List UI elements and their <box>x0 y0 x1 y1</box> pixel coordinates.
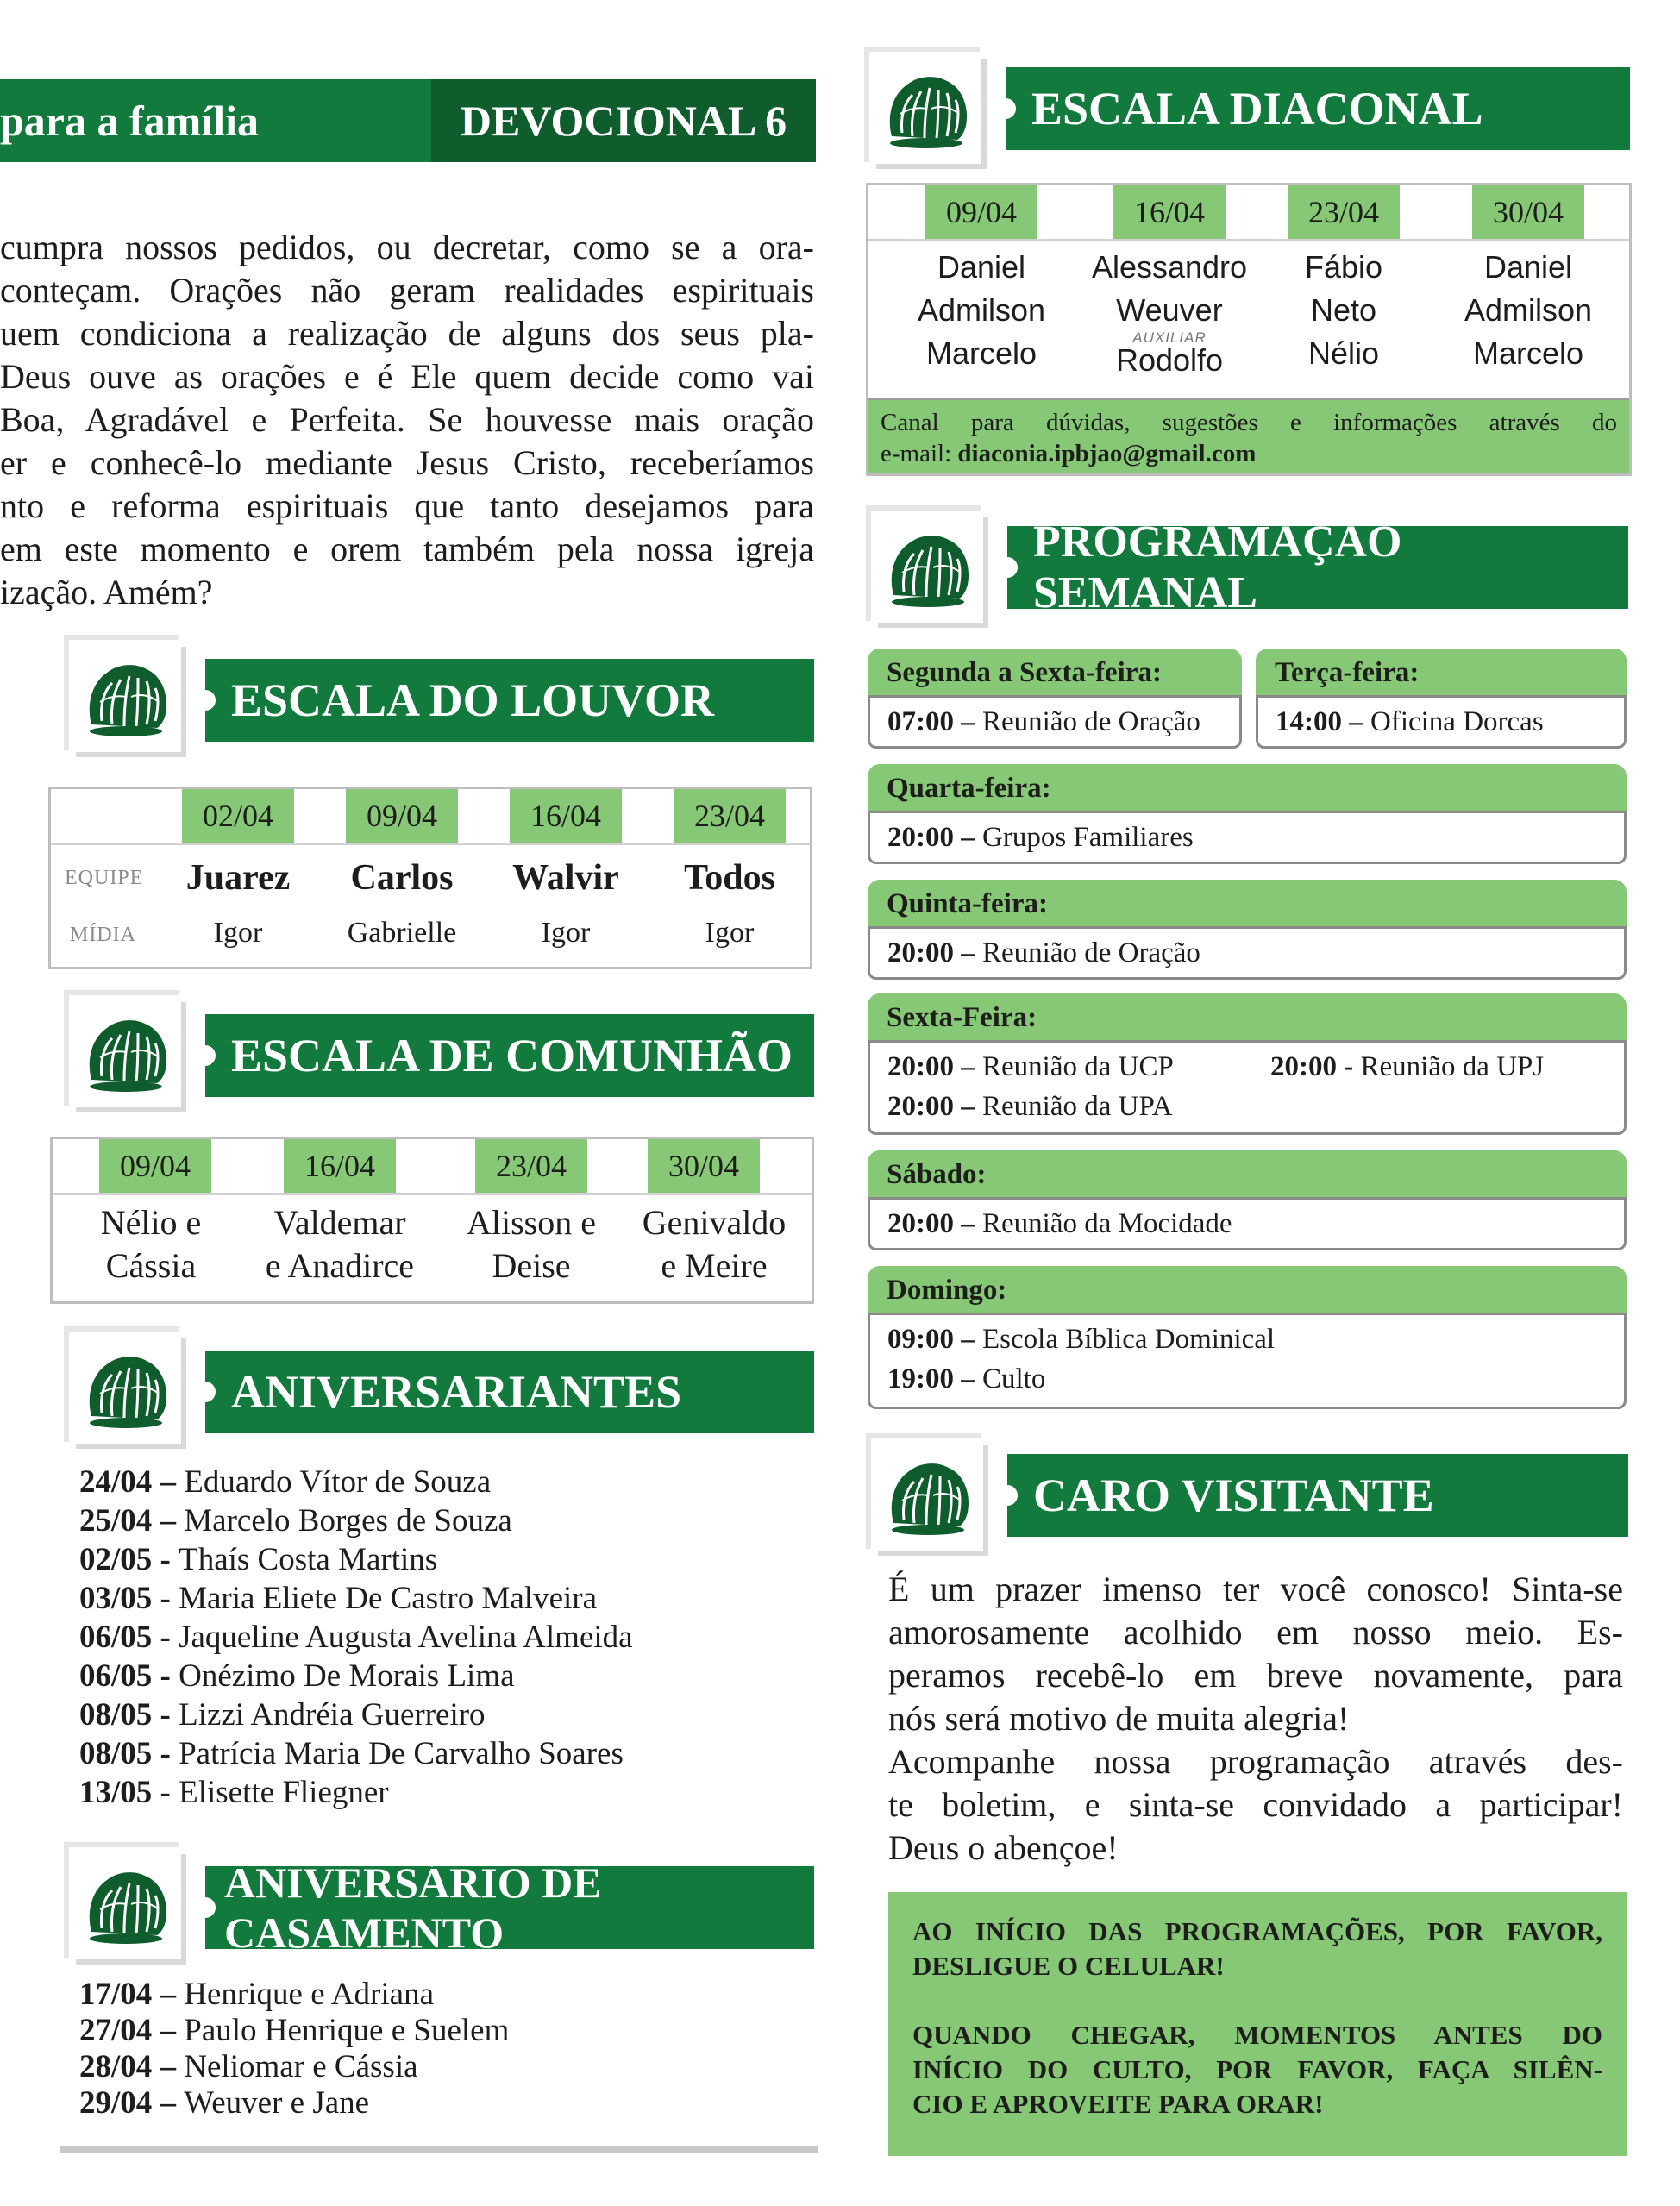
aniversariantes-title-text: ANIVERSARIANTES <box>231 1366 682 1418</box>
list-item: 08/05 - Patrícia Maria De Carvalho Soares <box>79 1736 624 1771</box>
list-item: 06/05 - Jaqueline Augusta Avelina Almeida <box>79 1620 633 1655</box>
diaconal-column <box>1429 246 1627 375</box>
header-left-title: para a família <box>0 97 259 145</box>
prog-event: 20:00 – Reunião da UCP <box>887 1051 1174 1082</box>
list-item: 08/05 - Lizzi Andréia Guerreiro <box>79 1697 486 1733</box>
louvor-midia-name: Gabrielle <box>347 917 457 949</box>
prog-body-quarta <box>868 811 1627 864</box>
prog-day-quinta: Quinta-feira: <box>868 880 1627 928</box>
aniversariantes-logo <box>71 1333 181 1444</box>
aniversariantes-list <box>79 1463 633 1812</box>
comunhao-date: 09/04 <box>99 1139 211 1193</box>
casamento-list <box>79 1977 509 2121</box>
visitante-notice-box <box>888 1892 1627 2156</box>
diaconal-contact-box <box>868 398 1629 473</box>
diaconal-contact-text: Canal para dúvidas, sugestões e informações através do <box>881 409 1617 436</box>
diaconal-name: Marcelo <box>1472 335 1584 371</box>
comunhao-names <box>65 1201 237 1288</box>
list-item: 03/05 - Maria Eliete De Castro Malveira <box>79 1581 598 1616</box>
church-bush-logo-icon <box>881 1452 975 1539</box>
visitante-logo <box>873 1440 983 1551</box>
diaconal-contact-email-line: e-mail: diaconia.ipbjao@gmail.com <box>881 440 1257 467</box>
header-left-bar <box>0 79 431 162</box>
church-bush-logo-icon <box>78 654 173 740</box>
prog-body-sexta <box>868 1040 1627 1135</box>
prog-day-sabado: Sábado: <box>868 1150 1627 1199</box>
diaconal-name: Admilson <box>1464 292 1593 328</box>
diaconal-title-text: ESCALA DIACONAL <box>1031 83 1483 135</box>
devotional-line: em este momento e orem também pela nossa igreja <box>0 530 814 568</box>
diaconal-name: Admilson <box>917 292 1046 328</box>
diaconal-name: Daniel <box>937 249 1026 285</box>
church-bush-logo-icon <box>78 1345 173 1432</box>
devotional-line: ização. Amém? <box>0 573 213 611</box>
devotional-line: cumpra nossos pedidos, ou decretar, como se a ora- <box>0 228 814 266</box>
diaconal-column <box>1265 246 1422 375</box>
diaconal-name: Weuver <box>1116 292 1223 328</box>
diaconal-column <box>1075 246 1263 377</box>
visitante-line: Acompanhe nossa programação através des- <box>888 1742 1623 1781</box>
list-item: 13/05 - Elisette Fliegner <box>79 1775 389 1810</box>
louvor-date: 02/04 <box>182 789 294 843</box>
programacao-title-text: PROGRAMAÇÃO SEMANAL <box>1033 517 1402 617</box>
church-bush-logo-icon <box>78 1009 173 1095</box>
row-label-midia: MÍDIA <box>70 924 136 946</box>
visitante-line: amorosamente acolhido em nosso meio. Es- <box>888 1613 1623 1651</box>
row-label-equipe: EQUIPE <box>65 867 144 889</box>
comunhao-names <box>442 1201 620 1288</box>
visitante-line: te boletim, e sinta-se convidado a participar! <box>888 1785 1623 1824</box>
prog-body-domingo <box>868 1313 1627 1409</box>
diaconal-name: Marcelo <box>925 335 1037 371</box>
list-item: 06/05 - Onézimo De Morais Lima <box>79 1658 515 1694</box>
notice-celular <box>912 1915 1602 1984</box>
diaconal-name: Rodolfo <box>1115 342 1224 378</box>
comunhao-names <box>242 1201 437 1288</box>
devotional-line: Deus ouve as orações e é Ele quem decide como vai <box>0 357 814 396</box>
comunhao-date: 30/04 <box>648 1139 760 1193</box>
prog-event: 20:00 - Reunião da UPJ <box>1270 1051 1545 1082</box>
prog-event: 20:00 – Reunião da UPA <box>887 1091 1173 1122</box>
comunhao-table <box>50 1137 814 1304</box>
visitante-title-text: CARO VISITANTE <box>1033 1470 1434 1521</box>
casamento-title-text: ANIVERSÁRIO DE CASAMENTO <box>224 1858 602 1957</box>
louvor-midia-name: Igor <box>213 917 263 949</box>
notice-line: AO INÍCIO DAS PROGRAMAÇÕES, POR FAVOR, <box>912 1916 1602 1946</box>
list-item: 17/04 – Henrique e Adriana <box>79 1977 434 2012</box>
comunhao-name-line: Nélio e <box>100 1203 202 1242</box>
programacao-title <box>1007 517 1628 617</box>
prog-event: 19:00 – Culto <box>887 1363 1046 1394</box>
diaconal-name: Alessandro <box>1091 249 1248 285</box>
notice-line: INÍCIO DO CULTO, POR FAVOR, FAÇA SILÊN- <box>912 2054 1602 2084</box>
list-item: 24/04 – Eduardo Vítor de Souza <box>79 1464 492 1500</box>
comunhao-names <box>624 1201 805 1288</box>
comunhao-logo <box>71 997 181 1107</box>
prog-body-seg-sex <box>868 695 1242 749</box>
louvor-date: 09/04 <box>346 789 458 843</box>
casamento-logo <box>71 1849 181 1959</box>
devotional-line: nto e reforma espirituais que tanto desejamos para <box>0 486 814 525</box>
notice-line: CIO E APROVEITE PARA ORAR! <box>912 2089 1324 2119</box>
diaconal-date: 16/04 <box>1113 185 1226 239</box>
visitante-line: Deus o abençoe! <box>888 1828 1119 1867</box>
visitante-title <box>1007 1454 1628 1537</box>
church-bush-logo-icon <box>78 1861 173 1947</box>
list-item: 27/04 – Paulo Henrique e Suelem <box>79 2013 510 2048</box>
louvor-equipe-name: Carlos <box>350 858 454 898</box>
diaconal-aux-label: AUXILIAR <box>1132 329 1207 346</box>
louvor-equipe-name: Juarez <box>185 858 291 898</box>
aniversariantes-title <box>205 1351 814 1433</box>
prog-event: 20:00 – Reunião de Oração <box>887 937 1200 968</box>
louvor-date: 23/04 <box>674 789 786 843</box>
diaconal-date: 23/04 <box>1288 185 1400 239</box>
comunhao-name-line: Genivaldo <box>642 1203 787 1242</box>
list-item: 02/05 - Thaís Costa Martins <box>79 1542 438 1577</box>
louvor-title-text: ESCALA DO LOUVOR <box>231 674 715 726</box>
prog-event: 20:00 – Grupos Familiares <box>887 822 1194 853</box>
church-bush-logo-icon <box>881 524 975 611</box>
notice-line: DESLIGUE O CELULAR! <box>912 1951 1225 1981</box>
prog-day-domingo: Domingo: <box>868 1266 1627 1314</box>
louvor-midia-name: Igor <box>541 917 591 949</box>
list-item: 25/04 – Marcelo Borges de Souza <box>79 1503 512 1539</box>
header-right-bar <box>431 79 816 162</box>
diaconal-name: Daniel <box>1483 249 1573 285</box>
visitante-line: peramos recebê-lo em breve novamente, para <box>888 1656 1623 1695</box>
prog-body-quinta <box>868 926 1627 980</box>
comunhao-name-line: e Anadirce <box>265 1246 415 1285</box>
diaconal-table <box>866 183 1632 476</box>
diaconal-logo <box>871 53 981 164</box>
prog-body-terca <box>1256 695 1627 749</box>
bottom-divider <box>60 2146 818 2153</box>
louvor-table <box>48 787 812 969</box>
devotional-line: er e conhecê-lo mediante Jesus Cristo, receberíamos <box>0 443 814 482</box>
louvor-logo <box>71 642 181 752</box>
notice-line: QUANDO CHEGAR, MOMENTOS ANTES DO <box>912 2020 1602 2050</box>
diaconal-name: Nélio <box>1307 335 1380 371</box>
list-item: 28/04 – Neliomar e Cássia <box>79 2049 418 2084</box>
comunhao-date: 23/04 <box>475 1139 587 1193</box>
louvor-equipe-name: Walvir <box>512 858 619 898</box>
diaconal-name: Neto <box>1310 292 1377 328</box>
prog-event: 20:00 – Reunião da Mocidade <box>887 1208 1232 1239</box>
diaconal-date: 09/04 <box>925 185 1037 239</box>
louvor-title <box>205 659 814 742</box>
list-item: 29/04 – Weuver e Jane <box>79 2085 370 2121</box>
comunhao-name-line: Alisson e <box>467 1203 596 1242</box>
comunhao-name-line: Valdemar <box>273 1203 406 1242</box>
comunhao-title-text: ESCALA DE COMUNHÃO <box>231 1030 793 1081</box>
prog-event: 07:00 – Reunião de Oração <box>887 706 1200 737</box>
devotional-line: uem condiciona a realização de alguns dos seus pla- <box>0 314 814 353</box>
prog-day-terca: Terça-feira: <box>1256 649 1627 697</box>
devotional-line: Boa, Agradável e Perfeita. Se houvesse mais oração <box>0 400 814 439</box>
diaconal-name: Fábio <box>1304 249 1383 285</box>
casamento-title <box>205 1858 814 1957</box>
visitante-line: É um prazer imenso ter você conosco! Sinta-se <box>888 1570 1623 1608</box>
comunhao-name-line: Cássia <box>105 1246 197 1285</box>
diaconal-column <box>882 246 1081 375</box>
devotional-line: conteçam. Orações não geram realidades espirituais <box>0 271 814 310</box>
comunhao-name-line: e Meire <box>661 1246 768 1285</box>
louvor-midia-name: Igor <box>705 917 755 949</box>
prog-day-seg-sex: Segunda a Sexta-feira: <box>868 649 1242 697</box>
church-bush-logo-icon <box>879 66 974 152</box>
prog-body-sabado <box>868 1197 1627 1250</box>
comunhao-date: 16/04 <box>284 1139 396 1193</box>
comunhao-name-line: Deise <box>492 1246 571 1285</box>
programacao-logo <box>873 512 983 623</box>
visitante-line: nós será motivo de muita alegria! <box>888 1699 1350 1738</box>
prog-event: 09:00 – Escola Bíblica Dominical <box>887 1324 1276 1355</box>
comunhao-title <box>205 1014 814 1097</box>
louvor-date: 16/04 <box>510 789 622 843</box>
prog-day-sexta: Sexta-Feira: <box>868 993 1627 1042</box>
prog-event: 14:00 – Oficina Dorcas <box>1276 706 1544 737</box>
devotional-text <box>0 226 814 614</box>
diaconal-title <box>1006 67 1630 150</box>
visitante-text <box>888 1568 1623 1870</box>
louvor-equipe-name: Todos <box>684 858 775 898</box>
prog-day-quarta: Quarta-feira: <box>868 764 1627 812</box>
diaconal-date: 30/04 <box>1472 185 1584 239</box>
diaconal-email-link[interactable]: diaconia.ipbjao@gmail.com <box>957 440 1257 467</box>
notice-silencio <box>912 2018 1602 2121</box>
header-devotional-label: DEVOCIONAL 6 <box>460 97 787 145</box>
